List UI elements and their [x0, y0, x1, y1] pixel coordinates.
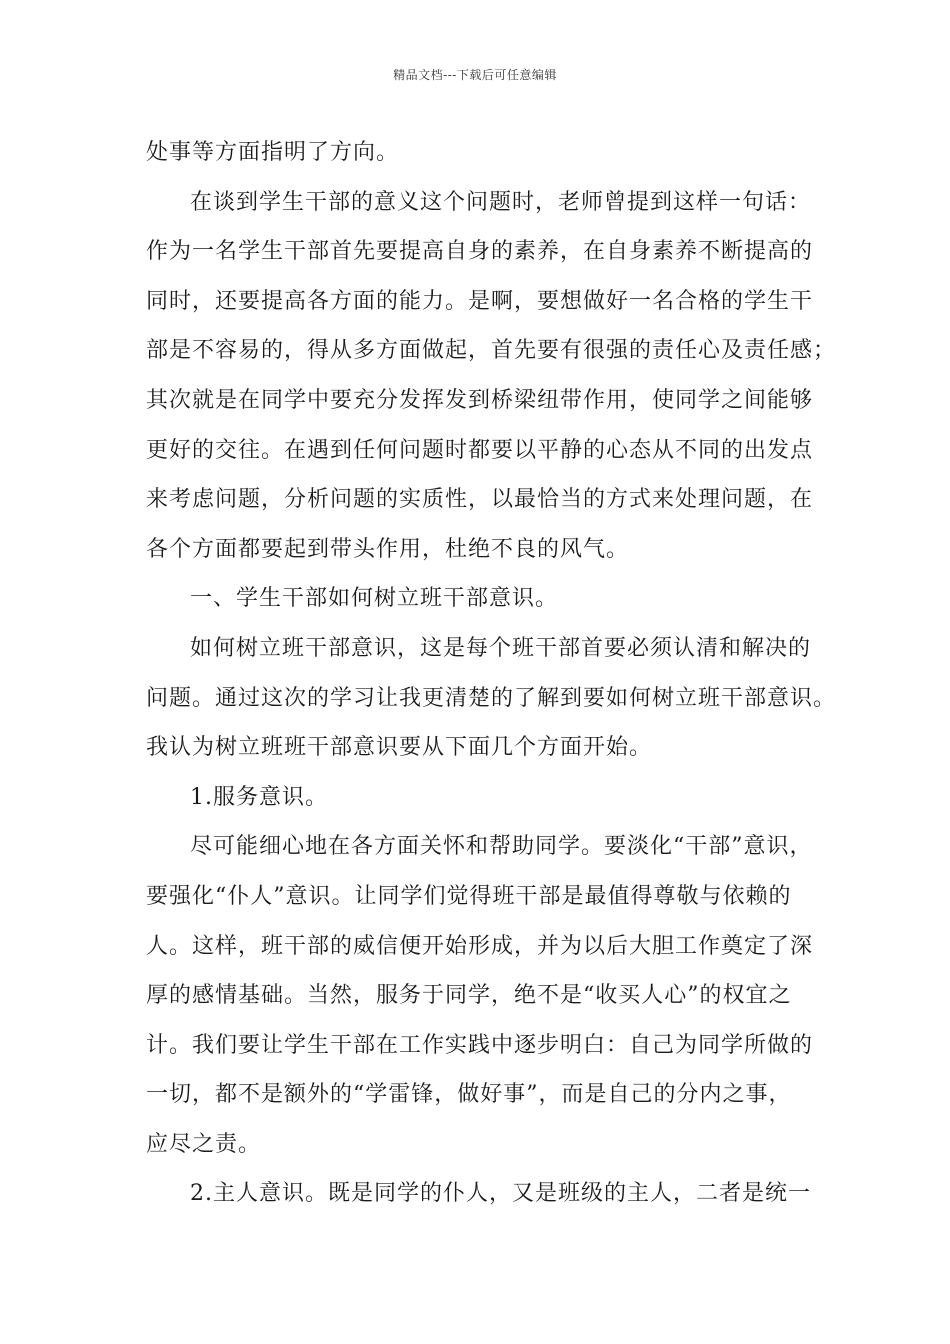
text-line: 各个方面都要起到带头作用，杜绝不良的风气。	[146, 536, 630, 562]
text-line: 要强化“仆人”意识。让同学们觉得班干部是最值得尊敬与依赖的	[146, 883, 792, 909]
text-line: 作为一名学生干部首先要提高自身的素养，在自身素养不断提高的	[146, 239, 814, 265]
text-line: 我认为树立班班干部意识要从下面几个方面开始。	[146, 735, 653, 761]
text-line: 更好的交往。在遇到任何问题时都要以平静的心态从不同的出发点	[146, 437, 814, 463]
text-line: 处事等方面指明了方向。	[146, 140, 400, 165]
document-body	[146, 128, 837, 1219]
paragraph-start: 尽可能细心地在各方面关怀和帮助同学。要淡化“干部”意识，	[190, 834, 813, 860]
text-line: 问题。通过这次的学习让我更清楚的了解到要如何树立班干部意识。	[146, 685, 837, 711]
text-line: 部是不容易的，得从多方面做起，首先要有很强的责任心及责任感；	[146, 338, 837, 364]
text-line: 人。这样，班干部的威信便开始形成，并为以后大胆工作奠定了深	[146, 933, 814, 959]
text-line: 应尽之责。	[146, 1131, 262, 1157]
text-line: 其次就是在同学中要充分发挥发到桥梁纽带作用，使同学之间能够	[146, 387, 814, 413]
page-header: 精品文档---下载后可任意编辑	[393, 68, 557, 82]
paragraph-start: 在谈到学生干部的意义这个问题时，老师曾提到这样一句话：	[190, 189, 812, 215]
subsection-heading: 1.服务意识。	[190, 784, 328, 810]
text-line: 厚的感情基础。当然，服务于同学，绝不是“收买人心”的权宜之	[146, 983, 792, 1009]
text-line: 来考虑问题，分析问题的实质性，以最恰当的方式来处理问题，在	[146, 487, 814, 513]
text-line: 一切，都不是额外的“学雷锋，做好事”，而是自己的分内之事，	[146, 1082, 792, 1108]
subsection-heading: 2.主人意识。既是同学的仆人，又是班级的主人，二者是统一	[190, 1181, 811, 1207]
text-line: 同时，还要提高各方面的能力。是啊，要想做好一名合格的学生干	[146, 288, 814, 314]
paragraph-start: 如何树立班干部意识，这是每个班干部首要必须认清和解决的	[190, 635, 812, 661]
text-line: 计。我们要让学生干部在工作实践中逐步明白：自己为同学所做的	[146, 1032, 814, 1058]
section-heading: 一、学生干部如何树立班干部意识。	[190, 586, 559, 612]
